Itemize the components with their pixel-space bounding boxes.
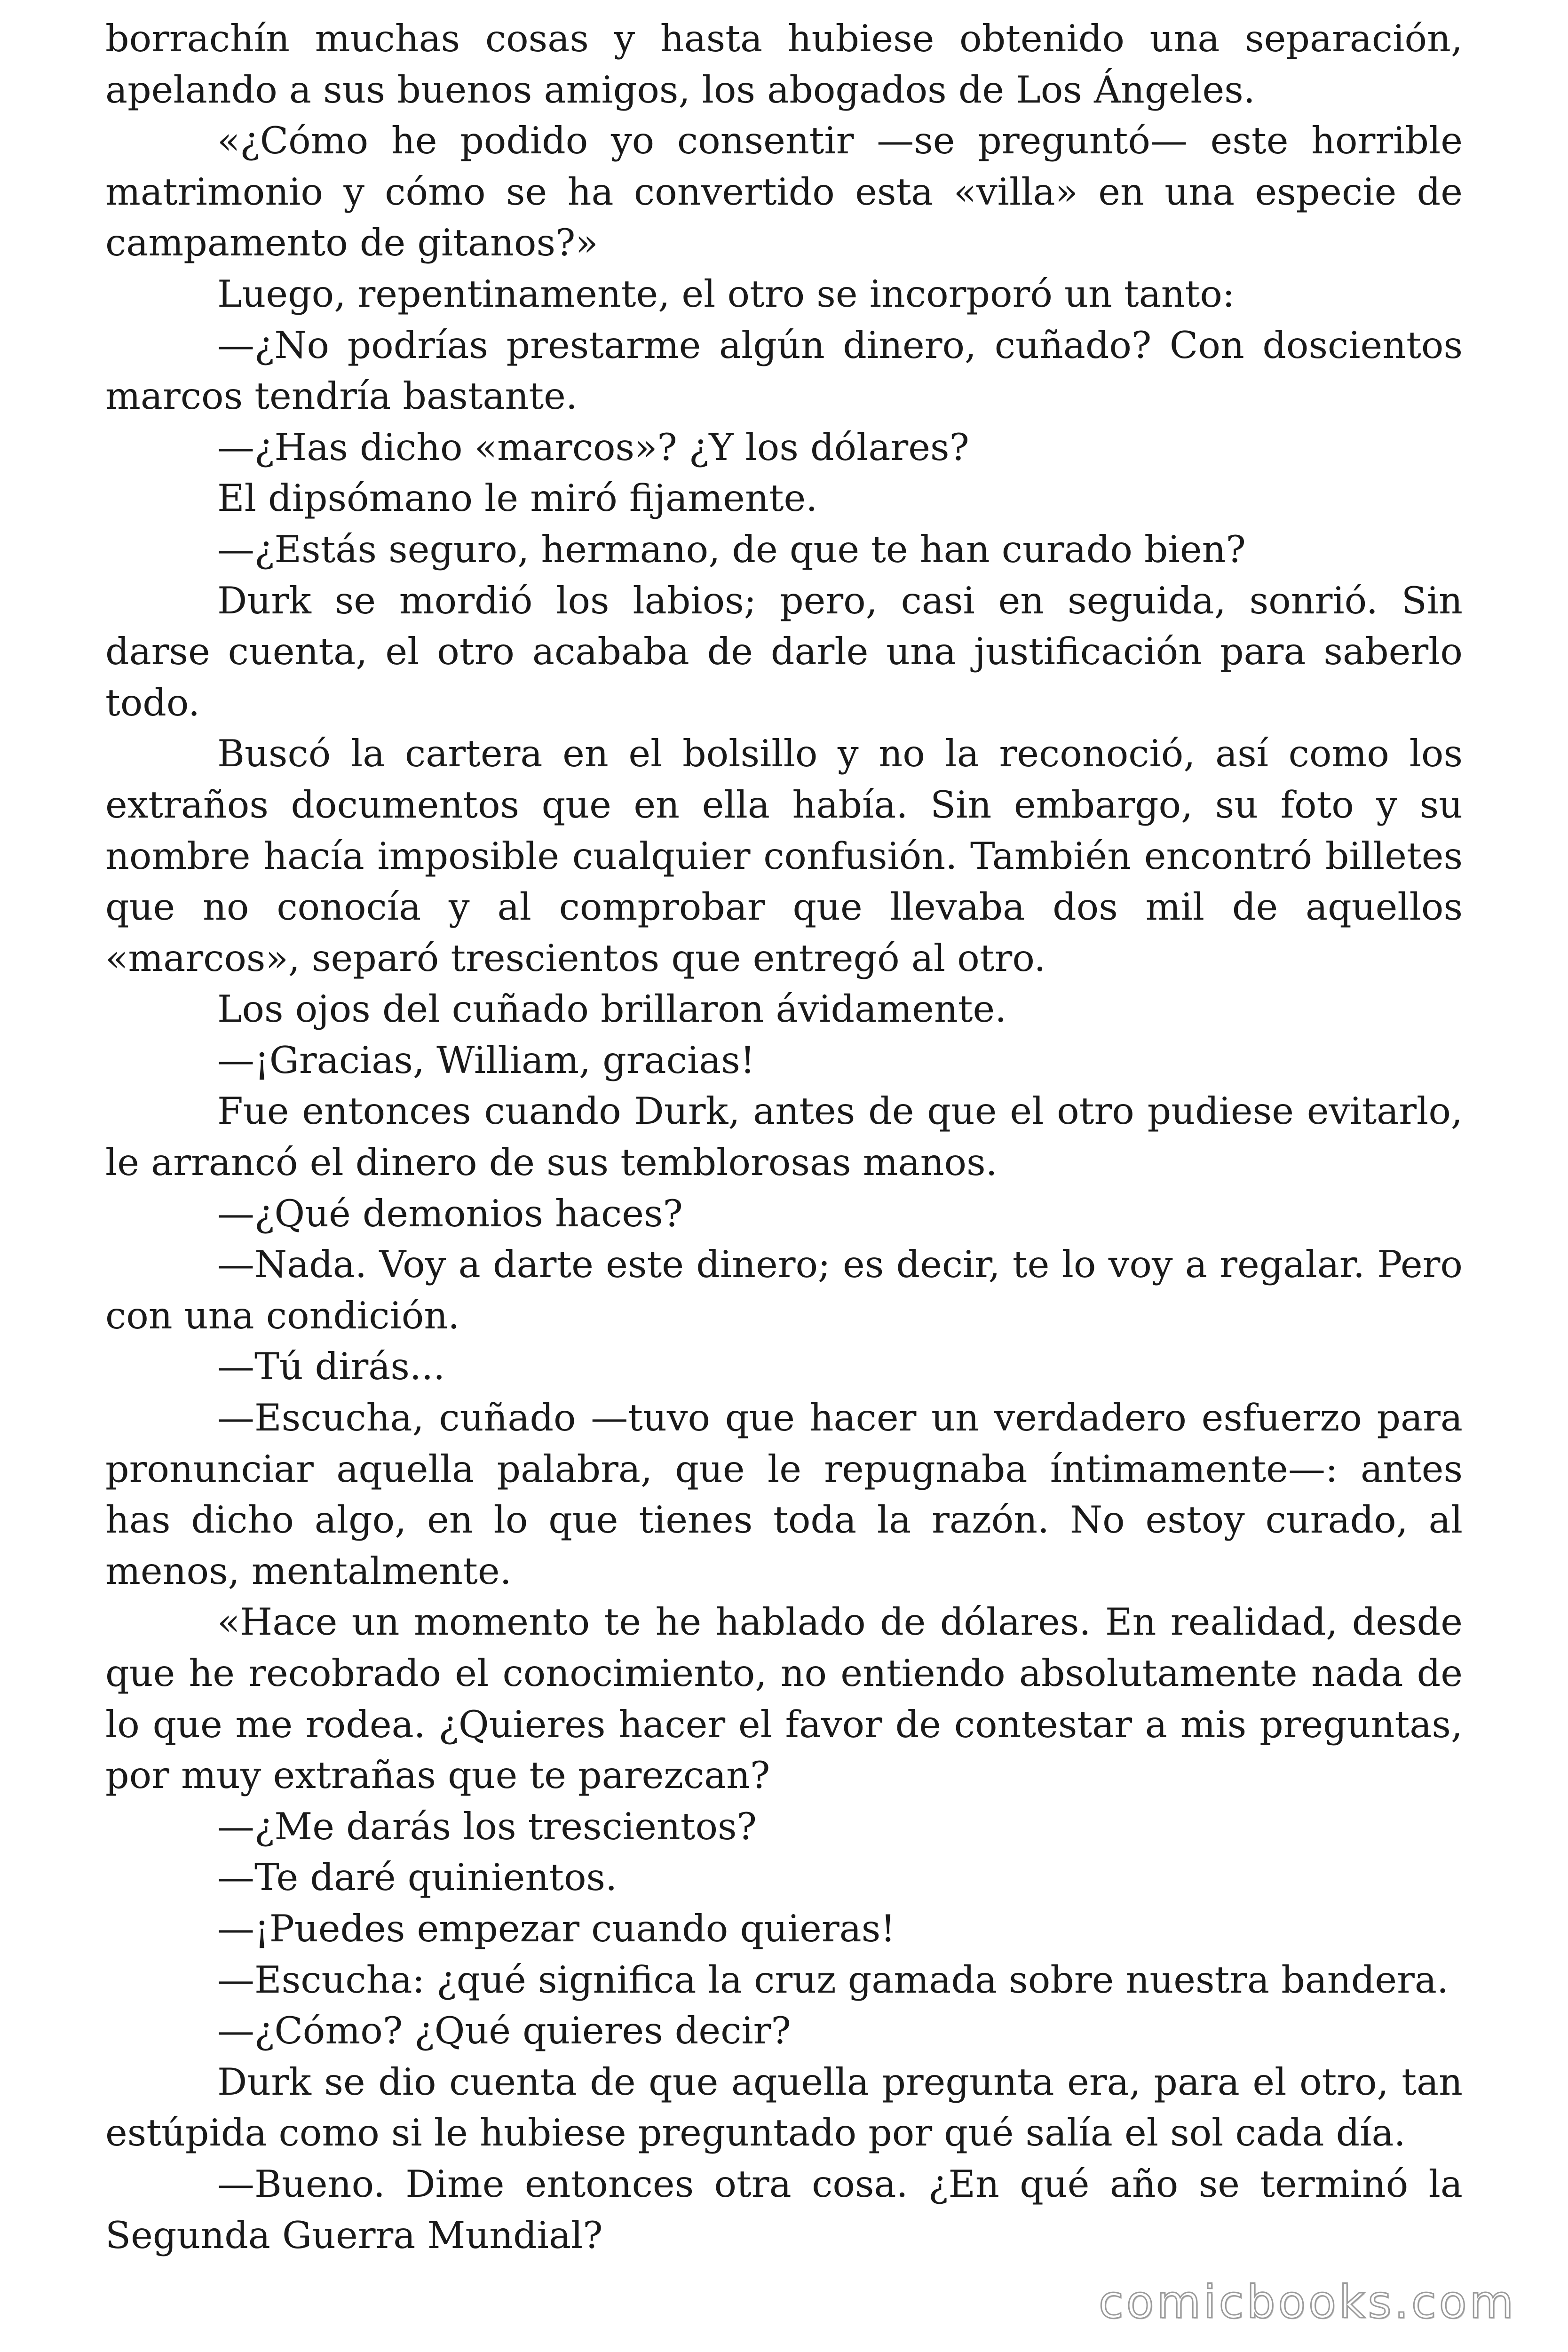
- paragraph: «¿Cómo he podido yo consentir —se preguntó— este horrible matrimonio y cómo se ha convertido esta «villa» en una especie de campamento de gitanos?»: [105, 119, 1463, 265]
- paragraph: —¿Me darás los trescientos?: [217, 1804, 757, 1848]
- paragraph: —¿Has dicho «marcos»? ¿Y los dólares?: [217, 425, 969, 469]
- paragraph: —¿No podrías prestarme algún dinero, cuñado? Con doscientos marcos tendría bastante.: [105, 323, 1463, 418]
- paragraph: —Nada. Voy a darte este dinero; es decir, te lo voy a regalar. Pero con una condición.: [105, 1243, 1463, 1337]
- paragraph: —¿Qué demonios haces?: [217, 1192, 683, 1235]
- paragraph: «Hace un momento te he hablado de dólares. En realidad, desde que he recobrado el conocimiento, no entiendo absolutamente nada de lo que me rodea. ¿Quieres hacer el favor de contestar a mis preguntas, por muy extrañas que te parezcan?: [105, 1600, 1463, 1797]
- paragraph: —¿Cómo? ¿Qué quieres decir?: [217, 2009, 791, 2053]
- paragraph: —Te daré quinientos.: [217, 1856, 618, 1899]
- paragraph: Fue entonces cuando Durk, antes de que el otro pudiese evitarlo, le arrancó el dinero de sus temblorosas manos.: [105, 1089, 1463, 1184]
- paragraph: El dipsómano le miró fijamente.: [217, 477, 818, 520]
- paragraph: —Escucha: ¿qué significa la cruz gamada sobre nuestra bandera.: [217, 1958, 1449, 2002]
- paragraph: Buscó la cartera en el bolsillo y no la reconoció, así como los extraños documentos que en ella había. Sin embargo, su foto y su nombre hacía imposible cualquier confusión. También encontró billetes que no conocía y al comprobar que llevaba dos mil de aquellos «marcos», separó trescientos que entregó al otro.: [105, 732, 1463, 980]
- paragraph: Durk se mordió los labios; pero, casi en seguida, sonrió. Sin darse cuenta, el otro acababa de darle una justificación para saberlo todo.: [105, 579, 1463, 724]
- paragraph: —¡Puedes empezar cuando quieras!: [217, 1907, 896, 1950]
- paragraph: Luego, repentinamente, el otro se incorporó un tanto:: [217, 272, 1235, 316]
- paragraph: —Escucha, cuñado —tuvo que hacer un verdadero esfuerzo para pronunciar aquella palabra, que le repugnaba íntimamente—: antes has dicho algo, en lo que tienes toda la razón. No estoy curado, al menos, mentalmente.: [105, 1396, 1463, 1593]
- watermark: comicbooks.com: [1098, 2276, 1516, 2328]
- paragraph: Los ojos del cuñado brillaron ávidamente.: [217, 987, 1007, 1031]
- paragraph: —Bueno. Dime entonces otra cosa. ¿En qué año se terminó la Segunda Guerra Mundial?: [105, 2162, 1463, 2257]
- paragraph: —¿Estás seguro, hermano, de que te han curado bien?: [217, 527, 1246, 571]
- paragraph: borrachín muchas cosas y hasta hubiese obtenido una separación, apelando a sus buenos amigos, los abogados de Los Ángeles.: [105, 17, 1463, 111]
- paragraph: —¡Gracias, William, gracias!: [217, 1038, 755, 1082]
- page-body: [105, 13, 1463, 2261]
- paragraph: Durk se dio cuenta de que aquella pregunta era, para el otro, tan estúpida como si le hubiese preguntado por qué salía el sol cada día.: [105, 2060, 1463, 2155]
- paragraph: —Tú dirás...: [217, 1345, 445, 1389]
